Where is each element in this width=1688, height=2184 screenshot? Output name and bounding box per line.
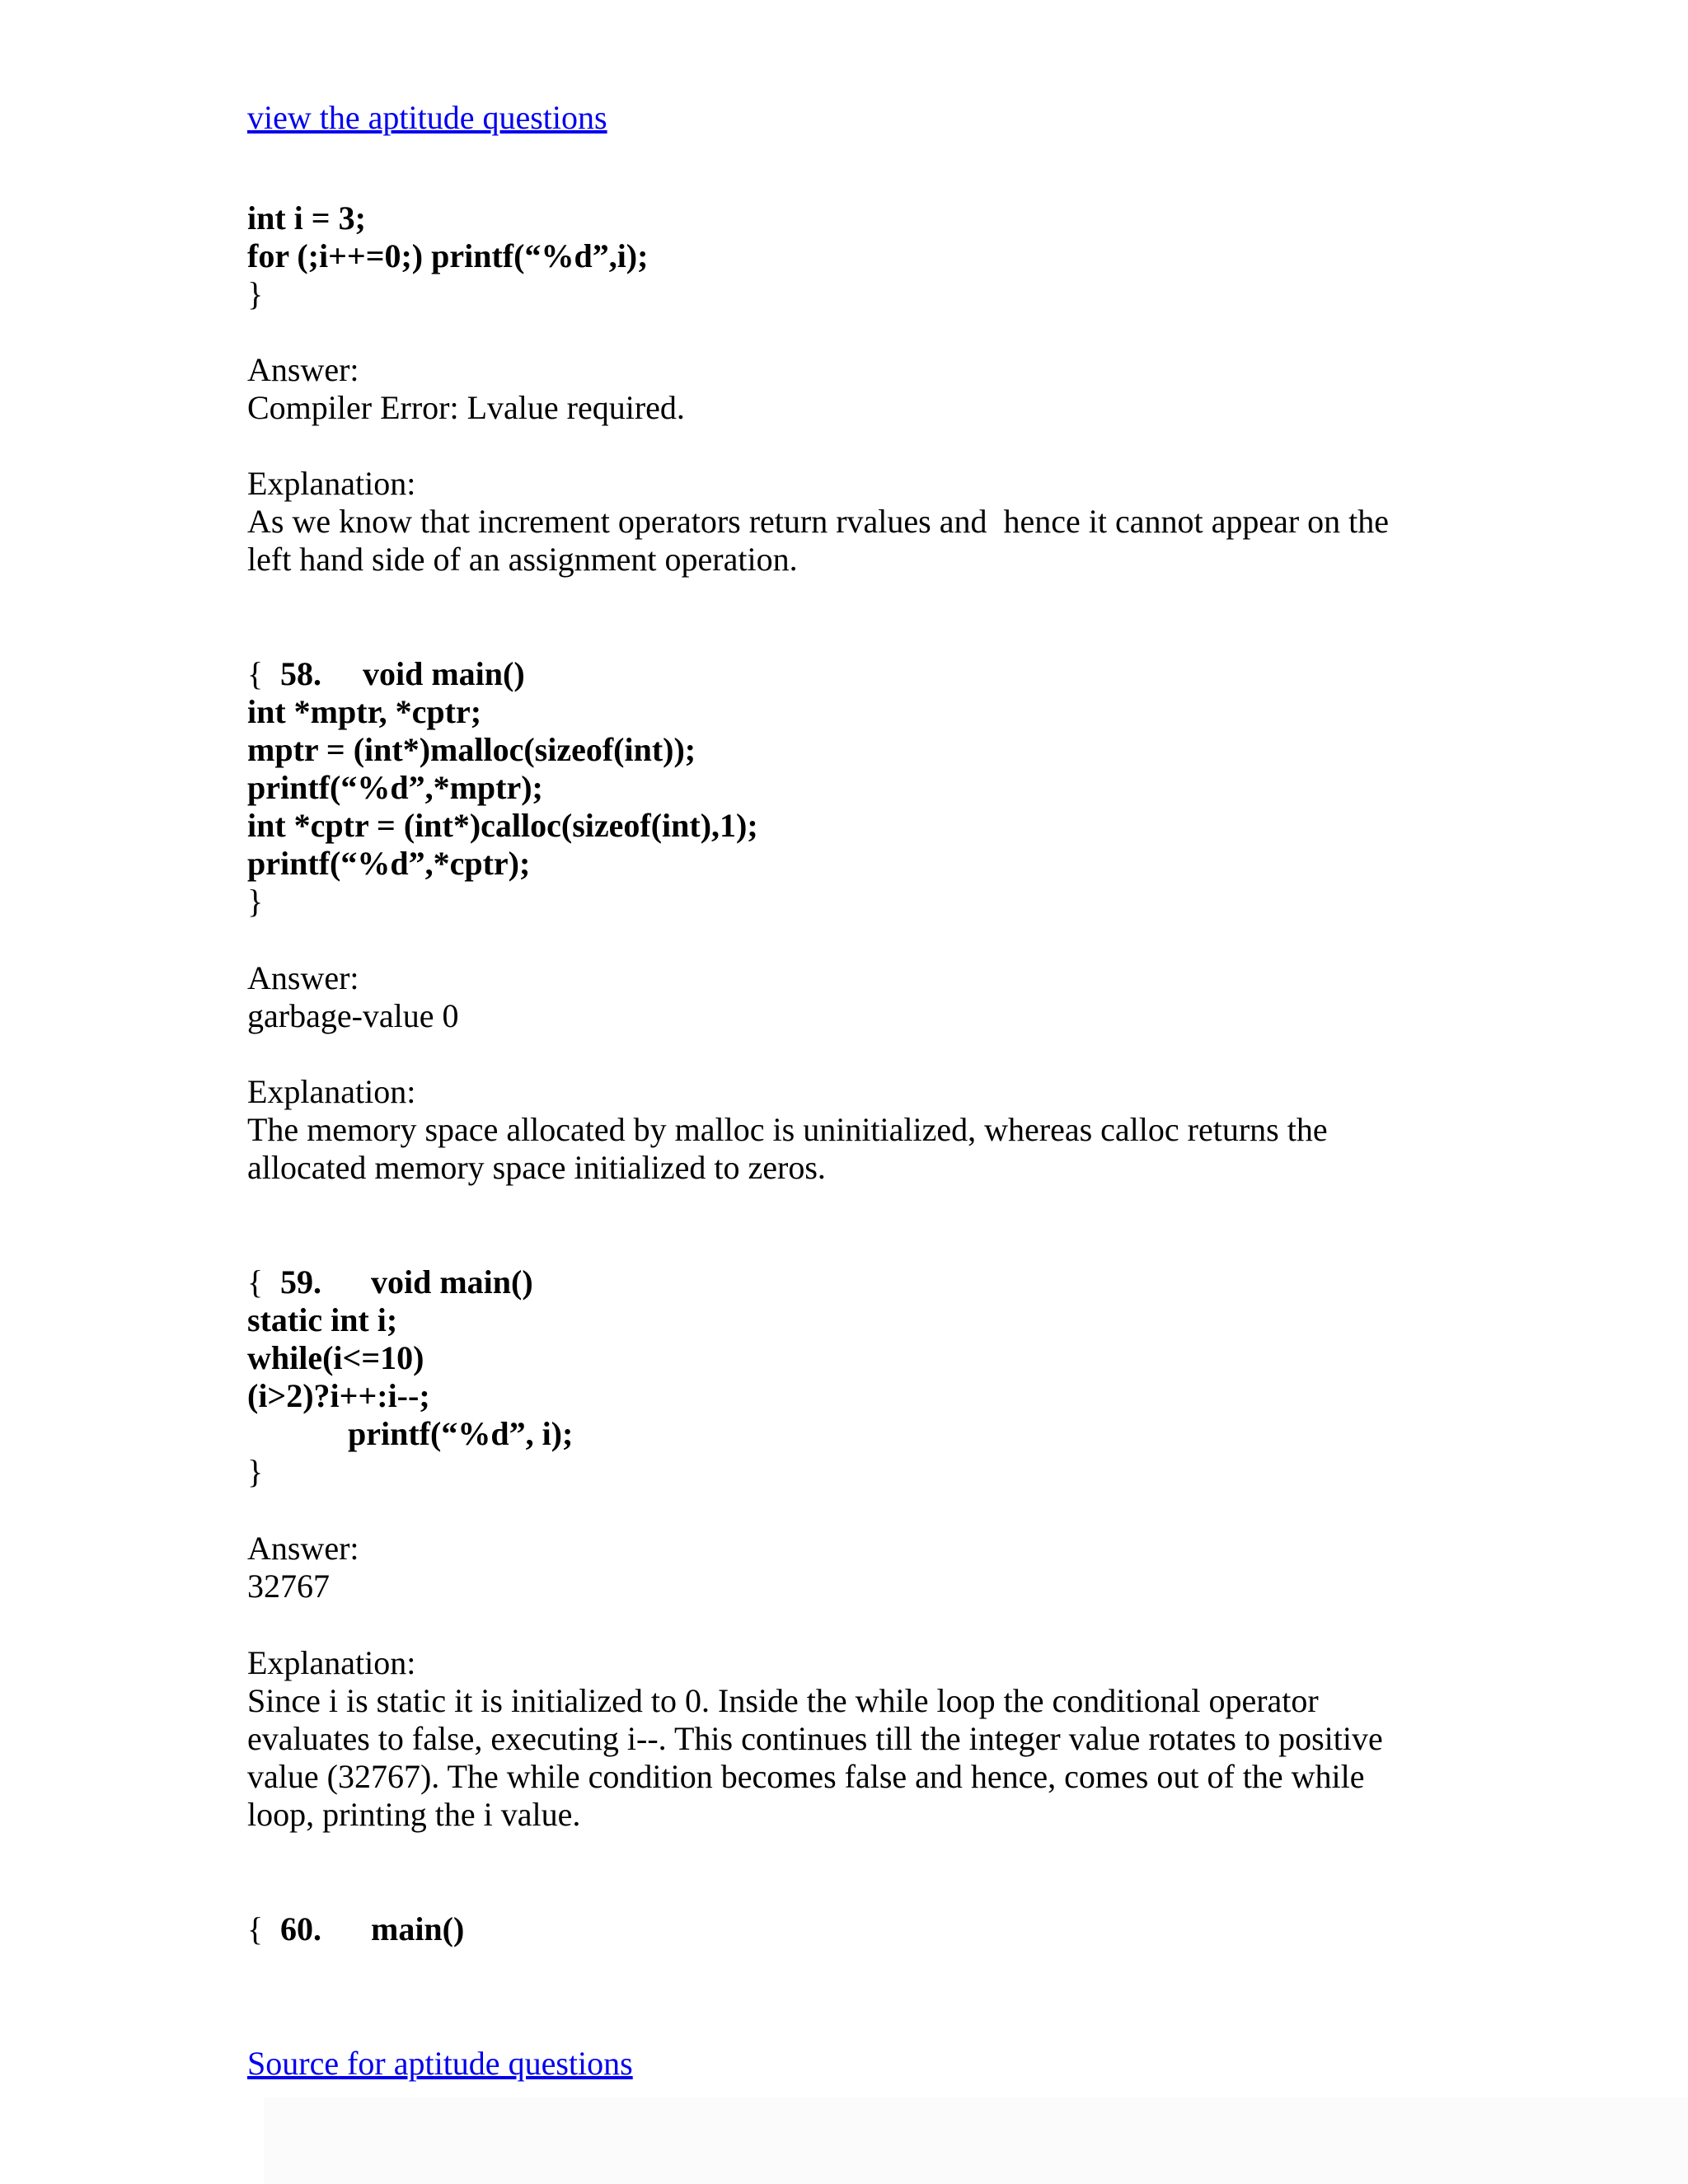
q57-explanation-line-2: left hand side of an assignment operation.	[247, 541, 798, 578]
q58-code-line-1: {	[247, 655, 264, 692]
q58-code-line-4: printf(“%d”,*mptr);	[247, 769, 543, 806]
q60-title: main()	[371, 1910, 465, 1947]
q58-code-line-2: int *mptr, *cptr;	[247, 693, 482, 730]
q58-code-line-7: }	[247, 883, 264, 920]
q58-answer: garbage-value 0	[247, 997, 459, 1034]
q59-code-line-4: (i>2)?i++:i--;	[247, 1377, 430, 1414]
q59-answer: 32767	[247, 1568, 330, 1605]
q58-number: 58.	[280, 655, 321, 692]
q59-code-line-1: {	[247, 1263, 264, 1301]
q60-code-line-1: {	[247, 1910, 264, 1947]
q60-number: 60.	[280, 1910, 321, 1947]
q59-explanation-line-4: loop, printing the i value.	[247, 1796, 581, 1833]
q57-code-line-1: int i = 3;	[247, 199, 366, 237]
q58-answer-label: Answer:	[247, 959, 359, 996]
q59-explanation-line-3: value (32767). The while condition becomes false and hence, comes out of the while	[247, 1758, 1365, 1795]
q58-code-line-6: printf(“%d”,*cptr);	[247, 845, 531, 882]
q58-explanation-line-2: allocated memory space initialized to zeros.	[247, 1149, 826, 1186]
q57-explanation-line-1: As we know that increment operators return rvalues and hence it cannot appear on the	[247, 503, 1390, 540]
q57-code-line-2: for (;i++=0;) printf(“%d”,i);	[247, 237, 649, 274]
q58-code-line-5: int *cptr = (int*)calloc(sizeof(int),1);	[247, 807, 758, 844]
q57-code-line-3: }	[247, 275, 264, 312]
q59-code-line-5: printf(“%d”, i);	[348, 1415, 574, 1452]
q58-code-line-3: mptr = (int*)malloc(sizeof(int));	[247, 731, 696, 768]
q57-answer: Compiler Error: Lvalue required.	[247, 389, 685, 426]
q59-code-line-6: }	[247, 1453, 264, 1490]
source-aptitude-questions-link[interactable]: Source for aptitude questions	[247, 2045, 633, 2082]
q58-explanation-label: Explanation:	[247, 1073, 416, 1110]
q59-explanation-line-2: evaluates to false, executing i--. This continues till the integer value rotates to positive	[247, 1720, 1383, 1757]
page-footer-shade	[264, 2097, 1688, 2184]
q59-explanation-line-1: Since i is static it is initialized to 0. Inside the while loop the conditional operator	[247, 1682, 1319, 1719]
q59-title: void main()	[371, 1263, 533, 1301]
q60-heading	[247, 1872, 464, 1986]
q59-explanation-label: Explanation:	[247, 1644, 416, 1681]
q59-answer-label: Answer:	[247, 1530, 359, 1567]
q59-code-line-2: static int i;	[247, 1301, 398, 1338]
q58-title: void main()	[363, 655, 525, 692]
q57-answer-label: Answer:	[247, 351, 359, 388]
view-aptitude-questions-link[interactable]: view the aptitude questions	[247, 99, 607, 136]
q57-explanation-label: Explanation:	[247, 465, 416, 502]
q59-number: 59.	[280, 1263, 321, 1301]
q59-code-line-3: while(i<=10)	[247, 1339, 424, 1376]
q58-explanation-line-1: The memory space allocated by malloc is uninitialized, whereas calloc returns the	[247, 1111, 1328, 1148]
